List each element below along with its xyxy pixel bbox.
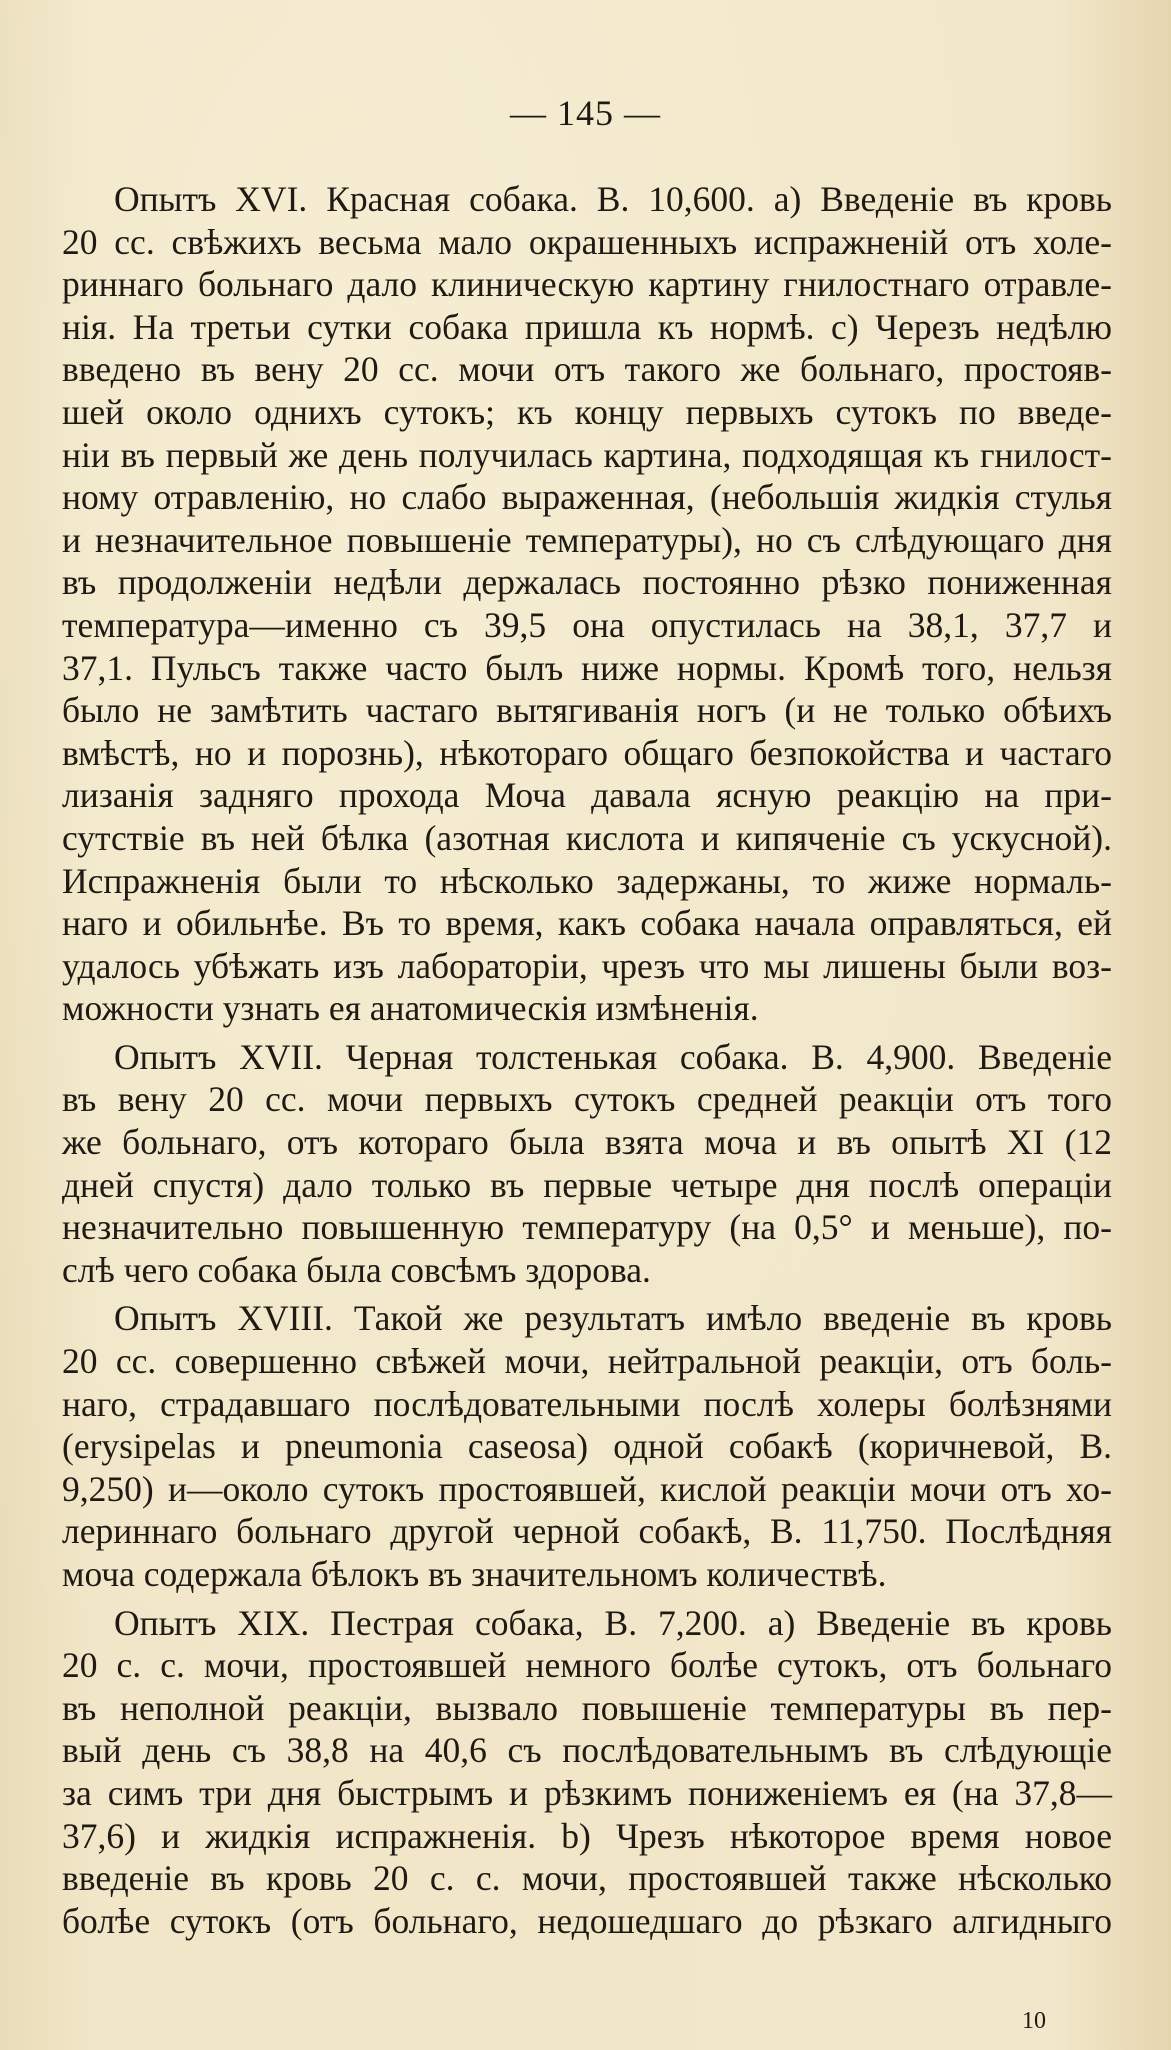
- text-line: лериннаго больнаго другой черной собакѣ, В. 11,750. Послѣдняя: [62, 1511, 1112, 1552]
- text-line: можности узнать ея анатомическія измѣненія.: [62, 988, 759, 1029]
- text-line: было не замѣтить частаго вытягиванія ногъ (и не только обѣихъ: [62, 690, 1112, 731]
- text-line: Опытъ XIX. Пестрая собака, В. 7,200. a) Введеніе въ кровь: [114, 1602, 1112, 1643]
- text-line: дней спустя) дало только въ первые четыре дня послѣ операціи: [62, 1164, 1112, 1205]
- body-text: [62, 178, 1112, 1948]
- page-number: — 145 —: [510, 93, 661, 133]
- text-line: моча содержала бѣлокъ въ значительномъ количествѣ.: [62, 1554, 887, 1594]
- text-line: Опытъ XVII. Черная толстенькая собака. В. 4,900. Введеніе: [114, 1036, 1112, 1077]
- text-line: въ продолженіи недѣли держалась постоянно рѣзко пониженная: [62, 562, 1112, 603]
- text-line: наго, страдавшаго послѣдовательными послѣ холеры болѣзнями: [62, 1383, 1112, 1424]
- text-line: вмѣстѣ, но и порознь), нѣкотораго общаго безпокойства и частаго: [62, 732, 1112, 773]
- text-line: шей около однихъ сутокъ; къ концу первыхъ сутокъ по введе-: [62, 391, 1112, 432]
- text-line: незначительно повышенную температуру (на 0,5° и меньше), по-: [62, 1207, 1112, 1248]
- text-line: за симъ три дня быстрымъ и рѣзкимъ пониженіемъ ея (на 37,8—: [62, 1772, 1112, 1813]
- text-line: ніи въ первый же день получилась картина, подходящая къ гнилост-: [62, 434, 1112, 475]
- text-line: 20 сс. свѣжихъ весьма мало окрашенныхъ испражненій отъ холе-: [62, 221, 1112, 262]
- text-line: 20 с. с. мочи, простоявшей немного болѣе сутокъ, отъ больнаго: [62, 1645, 1112, 1686]
- text-line: болѣе сутокъ (отъ больнаго, недошедшаго до рѣзкаго алгидныго: [62, 1900, 1112, 1941]
- text-line: нія. На третьи сутки собака пришла къ нормѣ. c) Черезъ недѣлю: [62, 306, 1112, 347]
- text-line: введеніе въ кровь 20 с. с. мочи, простоявшей также нѣсколько: [62, 1858, 1112, 1899]
- text-line: вый день съ 38,8 на 40,6 съ послѣдовательнымъ въ слѣдующіе: [62, 1730, 1112, 1771]
- text-line: сутствіе въ ней бѣлка (азотная кислота и кипяченіе съ ускусной).: [62, 817, 1112, 858]
- text-line: лизанія задняго прохода Моча давала ясную реакцію на при-: [62, 775, 1112, 816]
- paragraph-experiment-17: [62, 1036, 1112, 1292]
- text-line: температура—именно съ 39,5 она опустилась на 38,1, 37,7 и: [62, 604, 1112, 645]
- text-line: и незначительное повышеніе температуры), но съ слѣдующаго дня: [62, 519, 1112, 560]
- text-line: Испражненія были то нѣсколько задержаны, то жиже нормаль-: [62, 860, 1112, 901]
- text-line: ному отравленію, но слабо выраженная, (небольшія жидкія стулья: [62, 477, 1112, 518]
- text-line: наго и обильнѣе. Въ то время, какъ собака начала оправляться, ей: [62, 903, 1112, 944]
- paragraph-experiment-18: [62, 1297, 1112, 1595]
- text-line: въ вену 20 сс. мочи первыхъ сутокъ средней реакціи отъ того: [62, 1079, 1112, 1120]
- text-line: слѣ чего собака была совсѣмъ здорова.: [62, 1249, 651, 1290]
- text-line: 37,1. Пульсъ также часто былъ ниже нормы. Кромѣ того, нельзя: [62, 647, 1112, 688]
- paragraph-experiment-19: [62, 1602, 1112, 1943]
- paragraph-experiment-16: [62, 178, 1112, 1030]
- text-line: риннаго больнаго дало клиническую картину гнилостнаго отравле-: [62, 264, 1112, 305]
- text-line: (erysipelas и pneumonia caseosa) одной собакѣ (коричневой, В.: [62, 1426, 1112, 1467]
- text-line: же больнаго, отъ котораго была взята моча и въ опытѣ XI (12: [62, 1122, 1112, 1163]
- text-line: введено въ вену 20 сс. мочи отъ такого же больнаго, простояв-: [62, 349, 1112, 390]
- text-line: 37,6) и жидкія испражненія. b) Чрезъ нѣкоторое время новое: [62, 1815, 1112, 1856]
- text-line: 9,250) и—около сутокъ простоявшей, кислой реакціи мочи отъ хо-: [62, 1468, 1112, 1509]
- text-line: въ неполной реакціи, вызвало повышеніе температуры въ пер-: [62, 1687, 1112, 1728]
- text-line: удалось убѣжать изъ лабораторіи, чрезъ что мы лишены были воз-: [62, 945, 1112, 986]
- text-line: 20 сс. совершенно свѣжей мочи, нейтральной реакціи, отъ боль-: [62, 1341, 1112, 1382]
- text-line: Опытъ XVIII. Такой же результатъ имѣло введеніе въ кровь: [114, 1298, 1112, 1339]
- text-line: Опытъ XVI. Красная собака. В. 10,600. a) Введеніе въ кровь: [114, 179, 1112, 219]
- signature-mark: 10: [1022, 2008, 1046, 2034]
